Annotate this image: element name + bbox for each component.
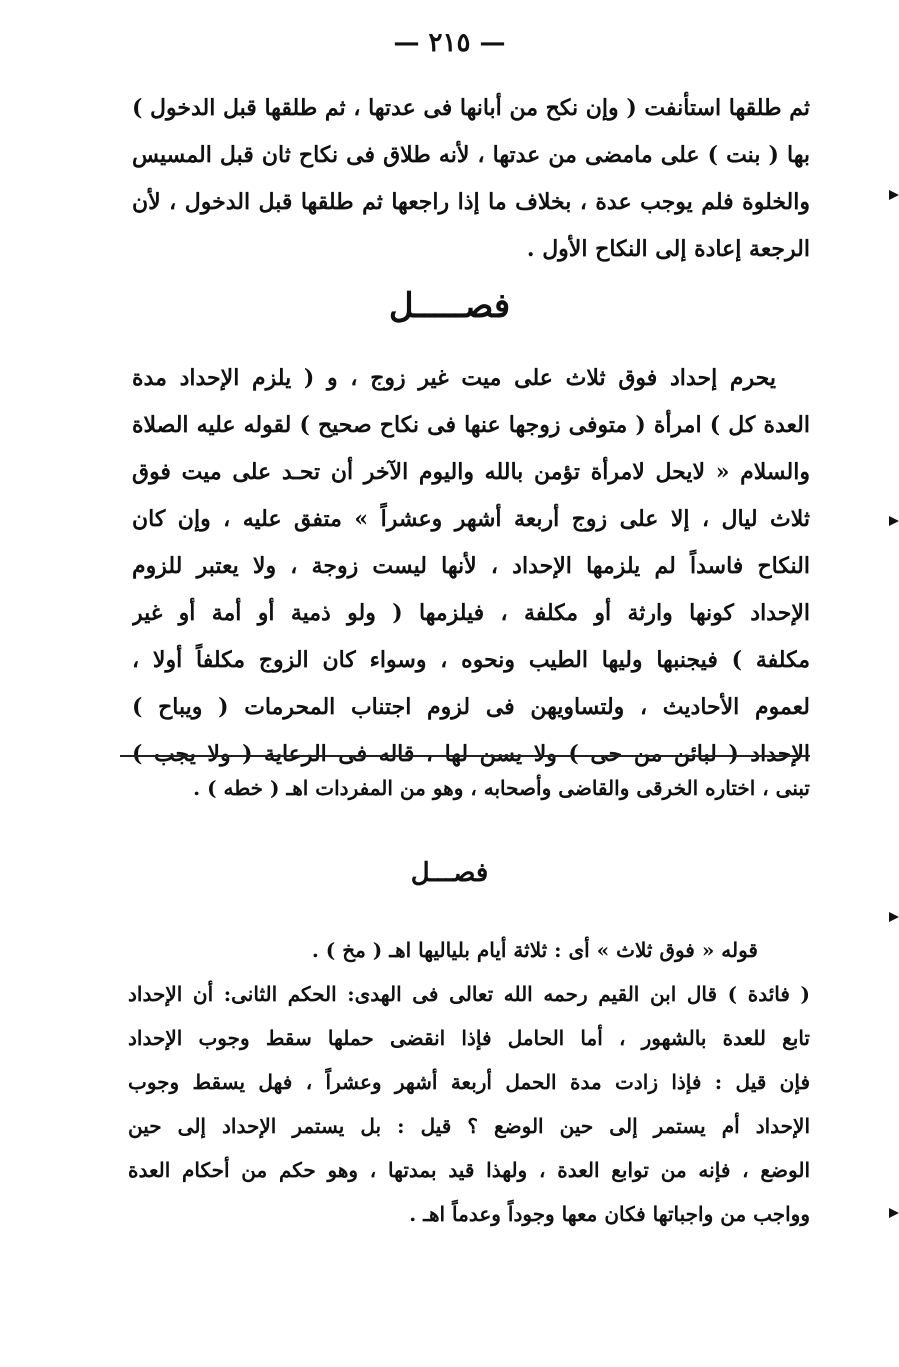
text-line: قوله « فوق ثلاث » أى : ثلاثة أيام بلياليها اهـ ( مخ ) .: [311, 938, 758, 962]
text-line: تبنى ، اختاره الخرقى والقاضى وأصحابه ، وهو من المفردات اهـ ( خطه ) .: [193, 776, 810, 800]
footnote-divider: [120, 755, 810, 757]
text-line: ( فائدة ) قال ابن القيم رحمه الله تعالى فى الهدى: الحكم الثانى: أن الإحداد: [128, 982, 810, 1006]
text-line: والخلوة فلم يوجب عدة ، بخلاف ما إذا راجعها ثم طلقها قبل الدخول ، لأن: [132, 189, 810, 215]
text-line: وواجب من واجباتها فكان معها وجوداً وعدماً اهـ .: [409, 1202, 810, 1226]
text-line: النكاح فاسداً لم يلزمها الإحداد ، لأنها ليست زوجة ، ولا يعتبر للزوم: [132, 553, 810, 579]
text-line: الإحداد أم يستمر إلى حين الوضع ؟ قيل : بل يستمر الإحداد إلى حين: [128, 1114, 810, 1138]
text-line: الإحداد كونها وارثة أو مكلفة ، فيلزمها ( ولو ذمية أو أمة أو غير: [132, 600, 810, 626]
margin-mark: [889, 912, 899, 922]
text-line: والسلام « لايحل لامرأة تؤمن بالله واليوم الآخر أن تحـد على ميت فوق: [132, 459, 810, 485]
notes-paragraph: [128, 928, 810, 1236]
text-line: الرجعة إعادة إلى النكاح الأول .: [526, 236, 810, 262]
text-line: يحرم إحداد فوق ثلاث على ميت غير زوج ، و ( يلزم الإحداد مدة: [132, 365, 776, 391]
margin-mark: [889, 516, 899, 526]
paragraph-mourning: [132, 355, 810, 778]
page-number: — ٢١٥ —: [393, 28, 506, 58]
text-line: العدة كل ) امرأة ( متوفى زوجها عنها فى نكاح صحيح ) لقوله عليه الصلاة: [132, 412, 810, 438]
text-line: لعموم الأحاديث ، ولتساويهن فى لزوم اجتناب المحرمات ( ويباح ): [132, 694, 810, 720]
paragraph-continuation: [132, 85, 810, 273]
margin-mark: [889, 1208, 899, 1218]
notes-section-heading: فصـــل: [410, 858, 489, 888]
margin-mark: [889, 190, 899, 200]
text-line: بها ( بنت ) على مامضى من عدتها ، لأنه طلاق فى نكاح ثان قبل المسيس: [132, 142, 810, 168]
text-line: فإن قيل : فإذا زادت مدة الحمل أربعة أشهر وعشراً ، فهل يسقط وجوب: [128, 1070, 810, 1094]
section-heading: فصـــــل: [388, 286, 511, 326]
text-line: ثلاث ليال ، إلا على زوج أربعة أشهر وعشراً » متفق عليه ، وإن كان: [132, 506, 810, 532]
footnote-carryover: [128, 766, 810, 810]
text-line: تابع للعدة بالشهور ، أما الحامل فإذا انقضى حملها سقط وجوب الإحداد: [128, 1026, 810, 1050]
text-line: مكلفة ) فيجنبها وليها الطيب ونحوه ، وسواء كان الزوج مكلفاً أولا ،: [132, 647, 810, 673]
text-line: ثم طلقها استأنفت ( وإن نكح من أبانها فى عدتها ، ثم طلقها قبل الدخول ): [132, 95, 810, 121]
text-line: الوضع ، فإنه من توابع العدة ، ولهذا قيد بمدتها ، وهو حكم من أحكام العدة: [128, 1158, 810, 1182]
text-line: الإحداد ( لبائن من حى ) ولا يسن لها ، قاله فى الرعاية ( ولا يجب ): [132, 741, 810, 767]
